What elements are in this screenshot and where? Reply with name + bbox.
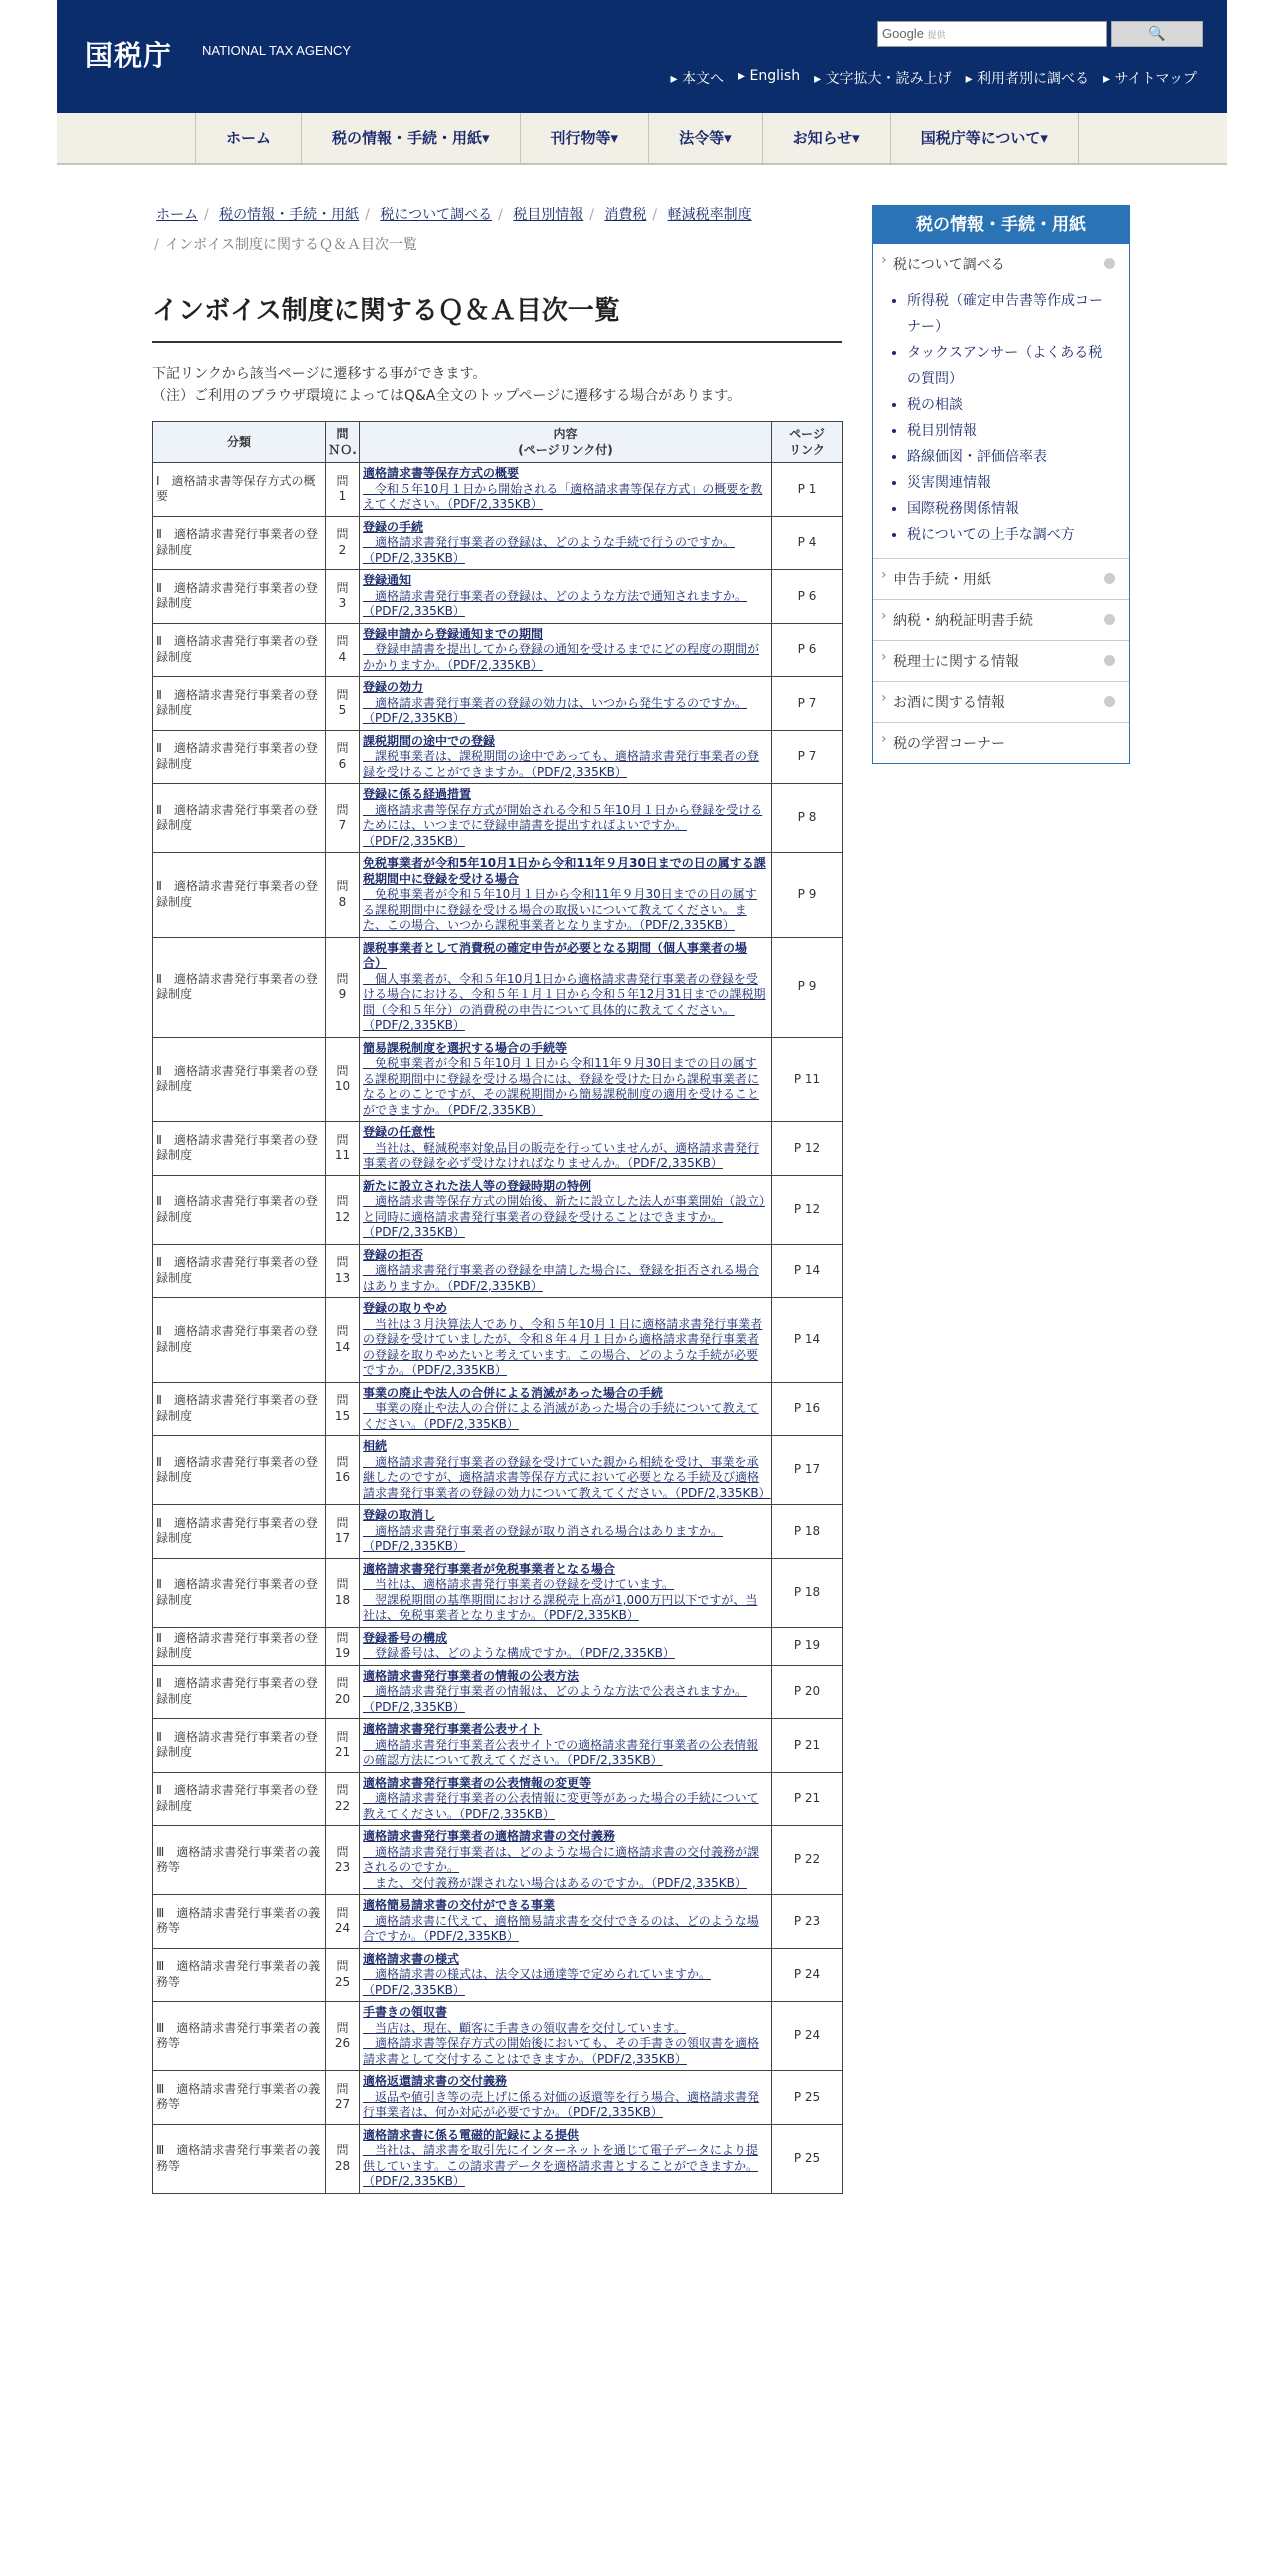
row-description: 適格請求書発行事業者は、どのような場合に適格請求書の交付義務が課されるのですか。 また、交付義務が課されない場合はあるのですか。（PDF/2,335KB） bbox=[363, 1844, 760, 1890]
row-page-link[interactable]: P 23 bbox=[772, 1895, 843, 1949]
row-category: Ⅱ 適格請求書発行事業者の登録制度 bbox=[153, 937, 326, 1037]
row-description: 当社は、軽減税率対象品目の販売を行っていませんが、適格請求書発行事業者の登録を必ず受けなければなりませんか。（PDF/2,335KB） bbox=[363, 1140, 760, 1170]
row-category: Ⅱ 適格請求書発行事業者の登録制度 bbox=[153, 516, 326, 570]
table-row bbox=[153, 2002, 843, 2071]
table-row bbox=[153, 1895, 843, 1949]
row-number: 問 8 bbox=[326, 853, 360, 938]
breadcrumb-consumption-tax[interactable]: 消費税 bbox=[604, 207, 647, 223]
row-content bbox=[360, 1175, 772, 1244]
row-link[interactable] bbox=[363, 466, 768, 513]
table-row bbox=[153, 730, 843, 784]
sidebar-item-label: お酒に関する情報 bbox=[893, 695, 1005, 711]
row-number: 問 22 bbox=[326, 1772, 360, 1826]
nav-about[interactable]: 国税庁等について▾ bbox=[890, 113, 1079, 163]
main-content bbox=[152, 200, 842, 2194]
breadcrumb-research[interactable]: 税について調べる bbox=[380, 207, 493, 223]
table-row bbox=[153, 1436, 843, 1505]
search-input[interactable] bbox=[877, 21, 1107, 47]
row-page-link[interactable]: P 12 bbox=[772, 1122, 843, 1176]
row-link[interactable] bbox=[363, 1179, 768, 1241]
row-description: 適格請求書発行事業者の情報は、どのような方法で公表されますか。（PDF/2,335KB） bbox=[363, 1684, 748, 1714]
row-number: 問 17 bbox=[326, 1505, 360, 1559]
row-title: 適格請求書等保存方式の概要 bbox=[363, 466, 520, 480]
row-number: 問 14 bbox=[326, 1298, 360, 1383]
toggle-circle-icon bbox=[1104, 696, 1115, 707]
row-link[interactable] bbox=[363, 1631, 768, 1662]
nav-tax-info[interactable]: 税の情報・手続・用紙▾ bbox=[301, 113, 520, 163]
row-category: Ⅲ 適格請求書発行事業者の義務等 bbox=[153, 2002, 326, 2071]
toggle-circle-icon bbox=[1104, 614, 1115, 625]
table-row bbox=[153, 1826, 843, 1895]
row-category: Ⅱ 適格請求書発行事業者の登録制度 bbox=[153, 1244, 326, 1298]
row-description: 当社は３月決算法人であり、令和５年10月１日に適格請求書発行事業者の登録を受けていましたが、令和８年４月１日から適格請求書発行事業者の登録を取りやめたいと考えています。この場合、どのような手続が必要ですか。（PDF/2,335KB） bbox=[363, 1316, 763, 1377]
table-row bbox=[153, 937, 843, 1037]
row-title: 登録に係る経過措置 bbox=[363, 787, 472, 801]
row-number: 問 28 bbox=[326, 2124, 360, 2193]
row-link[interactable] bbox=[363, 856, 768, 934]
row-number: 問 9 bbox=[326, 937, 360, 1037]
row-category: Ⅱ 適格請求書発行事業者の登録制度 bbox=[153, 1772, 326, 1826]
breadcrumb-current: インボイス制度に関するＱ＆Ａ目次一覧 bbox=[165, 237, 418, 253]
row-title: 適格請求書発行事業者の適格請求書の交付義務 bbox=[363, 1829, 616, 1843]
sidebar-sub-tax-answer[interactable]: • タックスアンサー（よくある税の質問） bbox=[907, 340, 1111, 392]
header-content: 内容 (ページリンク付) bbox=[360, 422, 772, 463]
row-content bbox=[360, 1382, 772, 1436]
row-number: 問 24 bbox=[326, 1895, 360, 1949]
search-button[interactable] bbox=[1111, 21, 1203, 47]
row-content bbox=[360, 1948, 772, 2002]
row-number: 問 18 bbox=[326, 1558, 360, 1627]
row-number: 問 5 bbox=[326, 677, 360, 731]
sidebar-item-tax-accountant[interactable] bbox=[873, 641, 1129, 682]
row-content bbox=[360, 853, 772, 938]
row-category: Ⅱ 適格請求書発行事業者の登録制度 bbox=[153, 1505, 326, 1559]
table-row bbox=[153, 1175, 843, 1244]
row-content bbox=[360, 677, 772, 731]
table-row bbox=[153, 1037, 843, 1122]
row-content bbox=[360, 1826, 772, 1895]
row-title: 登録申請から登録通知までの期間 bbox=[363, 626, 544, 641]
row-description: 返品や値引き等の売上げに係る対価の返還等を行う場合、適格請求書発行事業者は、何か対応が必要ですか。（PDF/2,335KB） bbox=[363, 2089, 760, 2119]
sidebar-sublist bbox=[873, 284, 1129, 559]
row-number: 問 21 bbox=[326, 1719, 360, 1773]
row-category: Ⅱ 適格請求書発行事業者の登録制度 bbox=[153, 1627, 326, 1665]
row-link[interactable] bbox=[363, 941, 768, 1034]
header-number: 問 ＮＯ. bbox=[326, 422, 360, 463]
row-number: 問 1 bbox=[326, 463, 360, 517]
row-number: 問 7 bbox=[326, 784, 360, 853]
row-link[interactable] bbox=[363, 680, 768, 727]
row-page-link[interactable]: P 21 bbox=[772, 1719, 843, 1773]
toggle-circle-icon bbox=[1104, 258, 1115, 269]
table-row bbox=[153, 2124, 843, 2193]
row-category: Ⅱ 適格請求書発行事業者の登録制度 bbox=[153, 1436, 326, 1505]
row-page-link[interactable]: P 8 bbox=[772, 784, 843, 853]
row-description: 当社は、適格請求書発行事業者の登録を受けています。 翌課税期間の基準期間における課税売上高が1,000万円以下ですが、当社は、免税事業者となりますか。（PDF/2,335KB） bbox=[363, 1577, 758, 1622]
row-page-link[interactable]: P 24 bbox=[772, 2002, 843, 2071]
row-number: 問 20 bbox=[326, 1665, 360, 1719]
row-page-link[interactable]: P 25 bbox=[772, 2071, 843, 2125]
row-description: 事業の廃止や法人の合併による消滅があった場合の手続について教えてください。（PDF/2,335KB） bbox=[363, 1401, 759, 1431]
intro-text bbox=[152, 363, 842, 407]
row-page-link[interactable]: P 22 bbox=[772, 1826, 843, 1895]
table-row bbox=[153, 1948, 843, 2002]
row-category: Ⅱ 適格請求書発行事業者の登録制度 bbox=[153, 1558, 326, 1627]
row-page-link[interactable]: P 7 bbox=[772, 730, 843, 784]
row-link[interactable] bbox=[363, 2128, 768, 2190]
row-category: Ⅱ 適格請求書発行事業者の登録制度 bbox=[153, 677, 326, 731]
row-category: Ⅱ 適格請求書発行事業者の登録制度 bbox=[153, 1175, 326, 1244]
row-title: 登録番号の構成 bbox=[363, 1630, 448, 1645]
row-title: 登録の効力 bbox=[363, 680, 424, 694]
row-link[interactable] bbox=[363, 520, 768, 567]
row-description: 課税事業者は、課税期間の途中であっても、適格請求書発行事業者の登録を受けることができますか。（PDF/2,335KB） bbox=[363, 749, 759, 779]
row-link[interactable] bbox=[363, 573, 768, 620]
toggle-circle-icon bbox=[1104, 655, 1115, 666]
sidebar-item-label: 申告手続・用紙 bbox=[893, 572, 991, 588]
utility-link-skip[interactable]: ▸ 本文へ bbox=[671, 68, 724, 88]
sidebar-sub-disaster[interactable]: • 災害関連情報 bbox=[907, 470, 1111, 496]
row-description: 適格請求書の様式は、法令又は通達等で定められていますか。（PDF/2,335KB） bbox=[363, 1967, 712, 1997]
row-content bbox=[360, 1505, 772, 1559]
row-content bbox=[360, 570, 772, 624]
row-category: Ⅱ 適格請求書発行事業者の登録制度 bbox=[153, 1665, 326, 1719]
row-description: 当社は、請求書を取引先にインターネットを通じて電子データにより提供しています。この請求書データを適格請求書とすることができますか。（PDF/2,335KB） bbox=[363, 2143, 759, 2188]
row-number: 問 15 bbox=[326, 1382, 360, 1436]
row-page-link[interactable]: P 14 bbox=[772, 1298, 843, 1383]
row-title: 簡易課税制度を選択する場合の手続等 bbox=[363, 1040, 568, 1055]
nav-publications[interactable]: 刊行物等▾ bbox=[520, 113, 649, 163]
row-content bbox=[360, 1037, 772, 1122]
sidebar-item-label: 納税・納税証明書手続 bbox=[893, 613, 1033, 629]
site-header bbox=[57, 0, 1227, 113]
sidebar-item-label: 税について調べる bbox=[893, 257, 1005, 273]
row-title: 適格請求書発行事業者の公表情報の変更等 bbox=[363, 1775, 592, 1790]
row-content bbox=[360, 516, 772, 570]
table-row bbox=[153, 784, 843, 853]
sidebar-sub-tax-items[interactable]: • 税目別情報 bbox=[907, 418, 1111, 444]
sidebar-sub-route-price[interactable]: • 路線価図・評価倍率表 bbox=[907, 444, 1111, 470]
row-link[interactable] bbox=[363, 1125, 768, 1172]
row-category: Ⅱ 適格請求書発行事業者の登録制度 bbox=[153, 1382, 326, 1436]
table-header-row bbox=[153, 422, 843, 463]
sidebar-heading[interactable]: 税の情報・手続・用紙 bbox=[873, 206, 1129, 244]
toggle-circle-icon bbox=[1104, 573, 1115, 584]
row-content bbox=[360, 623, 772, 677]
site-logo[interactable]: 国税庁 bbox=[85, 39, 173, 72]
row-content bbox=[360, 1665, 772, 1719]
row-number: 問 12 bbox=[326, 1175, 360, 1244]
row-title: 適格請求書に係る電磁的記録による提供 bbox=[363, 2127, 580, 2142]
row-link[interactable] bbox=[363, 1669, 768, 1716]
row-content bbox=[360, 1558, 772, 1627]
sidebar-item-liquor[interactable] bbox=[873, 682, 1129, 723]
row-page-link[interactable]: P 4 bbox=[772, 516, 843, 570]
row-title: 登録の手続 bbox=[363, 519, 424, 534]
row-content bbox=[360, 730, 772, 784]
table-row bbox=[153, 1665, 843, 1719]
table-row bbox=[153, 1382, 843, 1436]
row-number: 問 3 bbox=[326, 570, 360, 624]
row-page-link[interactable]: P 9 bbox=[772, 937, 843, 1037]
sidebar-sub-income-tax[interactable]: • 所得税（確定申告書等作成コーナー） bbox=[907, 288, 1111, 340]
row-description: 当店は、現在、顧客に手書きの領収書を交付しています。 適格請求書等保存方式の開始後においても、その手書きの領収書を適格請求書として交付することはできますか。（PDF/2,335KB） bbox=[363, 2020, 760, 2066]
utility-links bbox=[671, 68, 1197, 88]
row-title: 新たに設立された法人等の登録時期の特例 bbox=[363, 1178, 592, 1193]
row-page-link[interactable]: P 19 bbox=[772, 1627, 843, 1665]
row-category: Ⅲ 適格請求書発行事業者の義務等 bbox=[153, 2071, 326, 2125]
table-row bbox=[153, 463, 843, 517]
row-number: 問 25 bbox=[326, 1948, 360, 2002]
utility-link-by-user[interactable]: ▸ 利用者別に調べる bbox=[966, 68, 1089, 88]
row-link[interactable] bbox=[363, 1898, 768, 1945]
row-title: 登録通知 bbox=[363, 573, 412, 587]
sidebar-item-label: 税の学習コーナー bbox=[893, 736, 1005, 752]
row-title: 適格請求書発行事業者公表サイト bbox=[363, 1722, 543, 1736]
table-row bbox=[153, 1627, 843, 1665]
row-category: Ⅲ 適格請求書発行事業者の義務等 bbox=[153, 1948, 326, 2002]
utility-link-sitemap[interactable]: ▸ サイトマップ bbox=[1103, 68, 1197, 88]
row-number: 問 6 bbox=[326, 730, 360, 784]
row-number: 問 13 bbox=[326, 1244, 360, 1298]
row-title: 適格簡易請求書の交付ができる事業 bbox=[363, 1898, 556, 1912]
google-search-label: Google 提供 bbox=[882, 26, 946, 41]
row-category: Ⅱ 適格請求書発行事業者の登録制度 bbox=[153, 623, 326, 677]
row-number: 問 27 bbox=[326, 2071, 360, 2125]
row-content bbox=[360, 1772, 772, 1826]
row-category: Ⅲ 適格請求書発行事業者の義務等 bbox=[153, 2124, 326, 2193]
row-number: 問 19 bbox=[326, 1627, 360, 1665]
row-number: 問 4 bbox=[326, 623, 360, 677]
row-category: Ⅲ 適格請求書発行事業者の義務等 bbox=[153, 1895, 326, 1949]
row-title: 適格返還請求書の交付義務 bbox=[363, 2074, 508, 2088]
table-row bbox=[153, 570, 843, 624]
row-title: 免税事業者が令和5年10月1日から令和11年９月30日までの日の属する課税期間中に登録を受ける場合 bbox=[363, 856, 766, 886]
row-category: Ⅱ 適格請求書発行事業者の登録制度 bbox=[153, 1719, 326, 1773]
row-description: 適格請求書発行事業者の公表情報に変更等があった場合の手続について教えてください。（PDF/2,335KB） bbox=[363, 1791, 759, 1821]
row-content bbox=[360, 1895, 772, 1949]
sidebar-sub-consult[interactable]: • 税の相談 bbox=[907, 392, 1111, 418]
row-number: 問 11 bbox=[326, 1122, 360, 1176]
row-description: 免税事業者が令和５年10月１日から令和11年９月30日までの日の属する課税期間中に登録を受ける場合の取扱いについて教えてください。また、この場合、いつから課税事業者となりますか。（PDF/2,335KB） bbox=[363, 887, 757, 932]
header-category: 分類 bbox=[153, 422, 326, 463]
row-category: Ⅰ 適格請求書等保存方式の概要 bbox=[153, 463, 326, 517]
row-description: 適格請求書等保存方式の開始後、新たに設立した法人が事業開始（設立）と同時に適格請求書発行事業者の登録を受けることはできますか。（PDF/2,335KB） bbox=[363, 1194, 766, 1239]
nav-laws[interactable]: 法令等▾ bbox=[648, 113, 762, 163]
table-row bbox=[153, 853, 843, 938]
row-link[interactable] bbox=[363, 1952, 768, 1999]
intro-line-2: （注）ご利用のブラウザ環境によってはQ&A全文のトップページに遷移する場合があります。 bbox=[152, 388, 742, 404]
row-link[interactable] bbox=[363, 2074, 768, 2121]
sidebar-item-research[interactable] bbox=[873, 244, 1129, 284]
row-link[interactable] bbox=[363, 787, 768, 849]
table-row bbox=[153, 1505, 843, 1559]
row-link[interactable] bbox=[363, 2005, 768, 2067]
row-category: Ⅱ 適格請求書発行事業者の登録制度 bbox=[153, 730, 326, 784]
sidebar bbox=[872, 205, 1130, 764]
row-link[interactable] bbox=[363, 1386, 768, 1433]
table-row bbox=[153, 516, 843, 570]
breadcrumb-tax-items[interactable]: 税目別情報 bbox=[513, 207, 584, 223]
breadcrumb-tax-info[interactable]: 税の情報・手続・用紙 bbox=[219, 207, 360, 223]
row-page-link[interactable]: P 7 bbox=[772, 677, 843, 731]
row-description: 令和５年10月１日から開始される「適格請求書等保存方式」の概要を教えてください。（PDF/2,335KB） bbox=[363, 481, 763, 511]
row-page-link[interactable]: P 1 bbox=[772, 463, 843, 517]
row-page-link[interactable]: P 17 bbox=[772, 1436, 843, 1505]
row-page-link[interactable]: P 18 bbox=[772, 1558, 843, 1627]
row-description: 適格請求書発行事業者公表サイトでの適格請求書発行事業者の公表情報の確認方法について教えてください。（PDF/2,335KB） bbox=[363, 1737, 759, 1767]
row-content bbox=[360, 1436, 772, 1505]
qa-table bbox=[152, 421, 843, 2194]
row-link[interactable] bbox=[363, 1248, 768, 1295]
row-title: 適格請求書発行事業者の情報の公表方法 bbox=[363, 1668, 580, 1683]
row-link[interactable] bbox=[363, 1301, 768, 1379]
sidebar-item-learning[interactable] bbox=[873, 723, 1129, 763]
breadcrumb-home[interactable]: ホーム bbox=[156, 207, 198, 223]
row-content bbox=[360, 463, 772, 517]
row-title: 課税事業者として消費税の確定申告が必要となる期間（個人事業者の場合） bbox=[363, 940, 748, 970]
row-page-link[interactable]: P 6 bbox=[772, 623, 843, 677]
intro-line-1: 下記リンクから該当ページに遷移する事ができます。 bbox=[152, 366, 487, 382]
row-page-link[interactable]: P 20 bbox=[772, 1665, 843, 1719]
row-page-link[interactable]: P 12 bbox=[772, 1175, 843, 1244]
row-content bbox=[360, 1244, 772, 1298]
row-description: 適格請求書発行事業者の登録は、どのような手続で行うのですか。（PDF/2,335KB） bbox=[363, 535, 736, 565]
table-row bbox=[153, 1298, 843, 1383]
row-description: 登録番号は、どのような構成ですか。（PDF/2,335KB） bbox=[363, 1646, 675, 1660]
table-row bbox=[153, 1719, 843, 1773]
row-page-link[interactable]: P 11 bbox=[772, 1037, 843, 1122]
row-link[interactable] bbox=[363, 1041, 768, 1119]
table-row bbox=[153, 623, 843, 677]
row-description: 適格請求書発行事業者の登録が取り消される場合はありますか。（PDF/2,335KB） bbox=[363, 1523, 724, 1553]
row-content bbox=[360, 1627, 772, 1665]
row-category: Ⅱ 適格請求書発行事業者の登録制度 bbox=[153, 1122, 326, 1176]
global-nav bbox=[57, 113, 1227, 165]
row-content bbox=[360, 2071, 772, 2125]
row-number: 問 23 bbox=[326, 1826, 360, 1895]
row-page-link[interactable]: P 24 bbox=[772, 1948, 843, 2002]
row-title: 登録の取りやめ bbox=[363, 1301, 448, 1315]
row-title: 手書きの領収書 bbox=[363, 2005, 448, 2019]
nav-news[interactable]: お知らせ▾ bbox=[762, 113, 890, 163]
row-content bbox=[360, 1298, 772, 1383]
row-description: 個人事業者が、令和５年10月1日から適格請求書発行事業者の登録を受ける場合における、令和５年１月１日から令和５年12月31日までの課税期間（令和５年分）の消費税の申告について具体的に教えてください。（PDF/2,335KB） bbox=[363, 971, 766, 1032]
row-page-link[interactable]: P 21 bbox=[772, 1772, 843, 1826]
table-row bbox=[153, 1558, 843, 1627]
row-page-link[interactable]: P 6 bbox=[772, 570, 843, 624]
row-description: 適格請求書発行事業者の登録は、どのような方法で通知されますか。（PDF/2,335KB） bbox=[363, 588, 748, 618]
row-description: 免税事業者が令和５年10月１日から令和11年９月30日までの日の属する課税期間中に登録を受ける場合には、登録を受けた日から課税事業者になるとのことですが、その課税期間から簡易課税制度の適用を受けることができますか。（PDF/2,335KB） bbox=[363, 1056, 760, 1117]
sidebar-item-label: 税理士に関する情報 bbox=[893, 654, 1019, 670]
sidebar-sub-international[interactable]: • 国際税務関係情報 bbox=[907, 496, 1111, 522]
row-page-link[interactable]: P 14 bbox=[772, 1244, 843, 1298]
utility-link-accessibility[interactable]: ▸ 文字拡大・読み上げ bbox=[814, 68, 951, 88]
row-page-link[interactable]: P 16 bbox=[772, 1382, 843, 1436]
row-description: 適格請求書発行事業者の登録の効力は、いつから発生するのですか。（PDF/2,335KB） bbox=[363, 695, 748, 725]
table-row bbox=[153, 1244, 843, 1298]
row-category: Ⅱ 適格請求書発行事業者の登録制度 bbox=[153, 784, 326, 853]
row-description: 適格請求書に代えて、適格簡易請求書を交付できるのは、どのような場合ですか。（PDF/2,335KB） bbox=[363, 1913, 759, 1943]
row-category: Ⅱ 適格請求書発行事業者の登録制度 bbox=[153, 853, 326, 938]
row-category: Ⅱ 適格請求書発行事業者の登録制度 bbox=[153, 1298, 326, 1383]
row-title: 適格請求書の様式 bbox=[363, 1951, 460, 1966]
row-link[interactable] bbox=[363, 1776, 768, 1823]
table-row bbox=[153, 1122, 843, 1176]
row-title: 適格請求書発行事業者が免税事業者となる場合 bbox=[363, 1561, 616, 1576]
row-title: 登録の任意性 bbox=[363, 1125, 436, 1139]
row-number: 問 26 bbox=[326, 2002, 360, 2071]
row-page-link[interactable]: P 9 bbox=[772, 853, 843, 938]
row-link[interactable] bbox=[363, 1562, 768, 1624]
sidebar-item-filing[interactable] bbox=[873, 559, 1129, 600]
site-logo-english: NATIONAL TAX AGENCY bbox=[202, 43, 352, 58]
row-content bbox=[360, 2124, 772, 2193]
row-link[interactable] bbox=[363, 1829, 768, 1891]
table-row bbox=[153, 677, 843, 731]
row-category: Ⅲ 適格請求書発行事業者の義務等 bbox=[153, 1826, 326, 1895]
row-link[interactable] bbox=[363, 734, 768, 781]
row-title: 登録の拒否 bbox=[363, 1247, 424, 1262]
row-title: 課税期間の途中での登録 bbox=[363, 733, 496, 748]
row-number: 問 10 bbox=[326, 1037, 360, 1122]
row-page-link[interactable]: P 25 bbox=[772, 2124, 843, 2193]
row-category: Ⅱ 適格請求書発行事業者の登録制度 bbox=[153, 570, 326, 624]
utility-link-english[interactable]: ▸ English bbox=[738, 68, 800, 88]
row-content bbox=[360, 937, 772, 1037]
row-description: 登録申請書を提出してから登録の通知を受けるまでにどの程度の期間がかかりますか。（PDF/2,335KB） bbox=[363, 642, 760, 672]
header-page: ページ リンク bbox=[772, 422, 843, 463]
row-description: 適格請求書発行事業者の登録を受けていた親から相続を受け、事業を承継したのですが、適格請求書等保存方式において必要となる手続及び適格請求書発行事業者の登録の効力について教えてください。（PDF/2,335KB） bbox=[363, 1454, 771, 1500]
row-content bbox=[360, 784, 772, 853]
search-icon: 🔍 bbox=[1148, 26, 1166, 42]
row-number: 問 16 bbox=[326, 1436, 360, 1505]
row-description: 適格請求書発行事業者の登録を申請した場合に、登録を拒否される場合はありますか。（PDF/2,335KB） bbox=[363, 1263, 760, 1293]
sidebar-sub-howto[interactable]: • 税についての上手な調べ方 bbox=[907, 522, 1111, 548]
row-description: 適格請求書等保存方式が開始される令和５年10月１日から登録を受けるためには、いつまでに登録申請書を提出すればよいですか。（PDF/2,335KB） bbox=[363, 802, 763, 848]
row-content bbox=[360, 2002, 772, 2071]
row-content bbox=[360, 1719, 772, 1773]
sidebar-item-payment[interactable] bbox=[873, 600, 1129, 641]
row-title: 登録の取消し bbox=[363, 1508, 436, 1522]
row-link[interactable] bbox=[363, 627, 768, 674]
row-content bbox=[360, 1122, 772, 1176]
row-link[interactable] bbox=[363, 1508, 768, 1555]
row-page-link[interactable]: P 18 bbox=[772, 1505, 843, 1559]
table-row bbox=[153, 1772, 843, 1826]
row-title: 相続 bbox=[363, 1439, 388, 1453]
table-row bbox=[153, 2071, 843, 2125]
row-title: 事業の廃止や法人の合併による消滅があった場合の手続 bbox=[363, 1385, 663, 1400]
breadcrumb-reduced-rate[interactable]: 軽減税率制度 bbox=[667, 207, 752, 223]
row-link[interactable] bbox=[363, 1722, 768, 1769]
row-category: Ⅱ 適格請求書発行事業者の登録制度 bbox=[153, 1037, 326, 1122]
page-title: インボイス制度に関するＱ＆Ａ目次一覧 bbox=[152, 290, 842, 343]
row-number: 問 2 bbox=[326, 516, 360, 570]
row-link[interactable] bbox=[363, 1439, 771, 1501]
nav-home[interactable]: ホーム bbox=[195, 113, 301, 163]
breadcrumb: ホーム / 税の情報・手続・用紙 / 税について調べる / 税目別情報 / 消費税 / 軽減税率制度 / インボイス制度に関するＱ＆Ａ目次一覧 bbox=[154, 207, 752, 253]
